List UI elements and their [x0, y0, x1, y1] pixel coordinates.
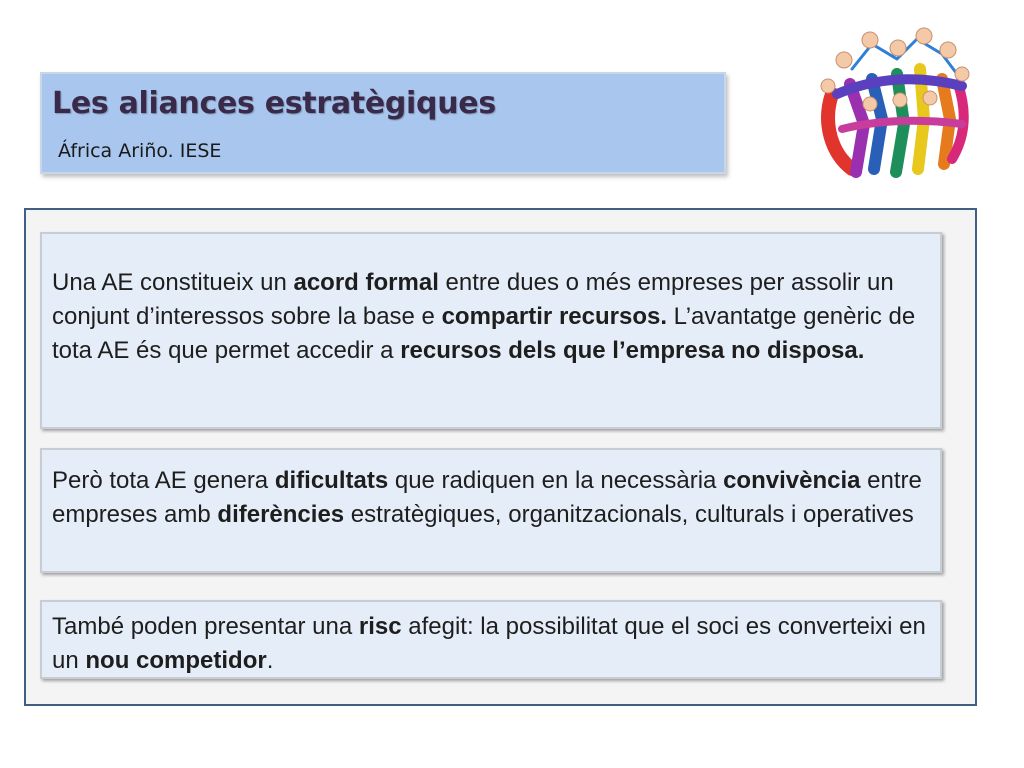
card1-bold-2: compartir recursos.: [441, 303, 667, 330]
card2-text-2: que radiquen en la necessària: [388, 467, 724, 494]
card2-text-4: estratègiques, organitzacionals, culturals i operatives: [344, 501, 914, 528]
card2-bold-2: convivència: [723, 467, 861, 494]
card2-bold-1: dificultats: [274, 467, 389, 494]
title-box: [40, 72, 726, 174]
difficulties-card: [40, 448, 942, 573]
people-circle-icon: [812, 24, 972, 180]
card2-bold-3: diferències: [217, 501, 345, 528]
card1-text-3: L’avantatge genèric de tota AE és que permet accedir a: [52, 303, 916, 364]
card2-text-3: entre empreses amb: [52, 467, 922, 528]
card1-bold-1: acord formal: [293, 269, 439, 296]
card1-bold-3: recursos dels que l’empresa no disposa.: [400, 337, 865, 364]
page-title: Les aliances estratègiques: [52, 86, 496, 121]
card3-text-1: També poden presentar una: [52, 613, 359, 640]
card2-text-1: Però tota AE genera: [52, 467, 275, 494]
card3-text-2: afegit: la possibilitat que el soci es converteixi en un: [52, 613, 926, 674]
page-subtitle: África Ariño. IESE: [58, 140, 222, 162]
card1-text-2: entre dues o més empreses per assolir un conjunt d’interessos sobre la base e: [52, 269, 894, 330]
card3-text-3: .: [266, 647, 274, 674]
risk-card: [40, 600, 942, 679]
card3-bold-1: risc: [358, 613, 402, 640]
card3-bold-2: nou competidor: [85, 647, 267, 674]
card1-text-1: Una AE constitueix un: [52, 269, 294, 296]
definition-card: [40, 232, 942, 429]
